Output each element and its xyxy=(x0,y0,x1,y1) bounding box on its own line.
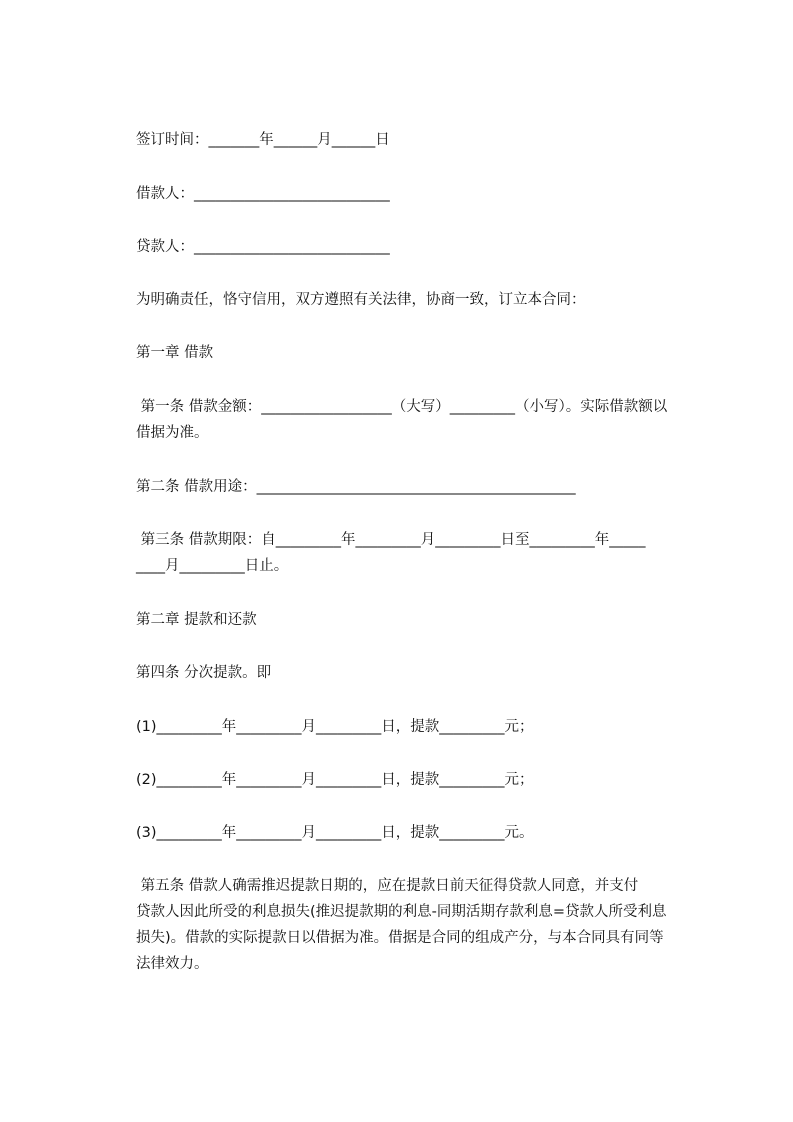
article-5-line-2: 贷款人因此所受的利息损失(推迟提款期的利息-同期活期存款利息=贷款人所受利息 xyxy=(136,904,667,920)
article-2: 第二条 借款用途：____________________________________________ xyxy=(136,479,576,495)
preamble: 为明确责任，恪守信用，双方遵照有关法律，协商一致，订立本合同： xyxy=(136,292,586,308)
installment-3: (3)_________年_________月_________日，提款_________元。 xyxy=(136,825,534,841)
installment-1: (1)_________年_________月_________日，提款_________元； xyxy=(136,719,534,735)
installment-2: (2)_________年_________月_________日，提款_________元； xyxy=(136,772,534,788)
article-3-line-1: 第三条 借款期限：自_________年_________月_________日至_________年_____ xyxy=(136,532,646,548)
chapter-2-heading: 第二章 提款和还款 xyxy=(136,612,257,628)
article-5-line-4: 法律效力。 xyxy=(136,956,209,972)
article-1-line-1: 第一条 借款金额：__________________（大写）_________（小写）。实际借款额以 xyxy=(136,399,668,415)
article-1-line-2: 借据为准。 xyxy=(136,425,209,441)
signing-date-line: 签订时间：_______年______月______日 xyxy=(136,132,390,148)
lender-line: 贷款人：___________________________ xyxy=(136,239,390,255)
chapter-1-heading: 第一章 借款 xyxy=(136,345,214,361)
borrower-line: 借款人：___________________________ xyxy=(136,186,390,202)
article-5-line-1: 第五条 借款人确需推迟提款日期的，应在提款日前天征得贷款人同意，并支付 xyxy=(136,878,639,894)
article-4: 第四条 分次提款。即 xyxy=(136,665,272,681)
article-5-line-3: 损失)。借款的实际提款日以借据为准。借据是合同的组成产分，与本合同具有同等 xyxy=(136,930,664,946)
article-3-line-2: ____月_________日止。 xyxy=(136,558,289,574)
